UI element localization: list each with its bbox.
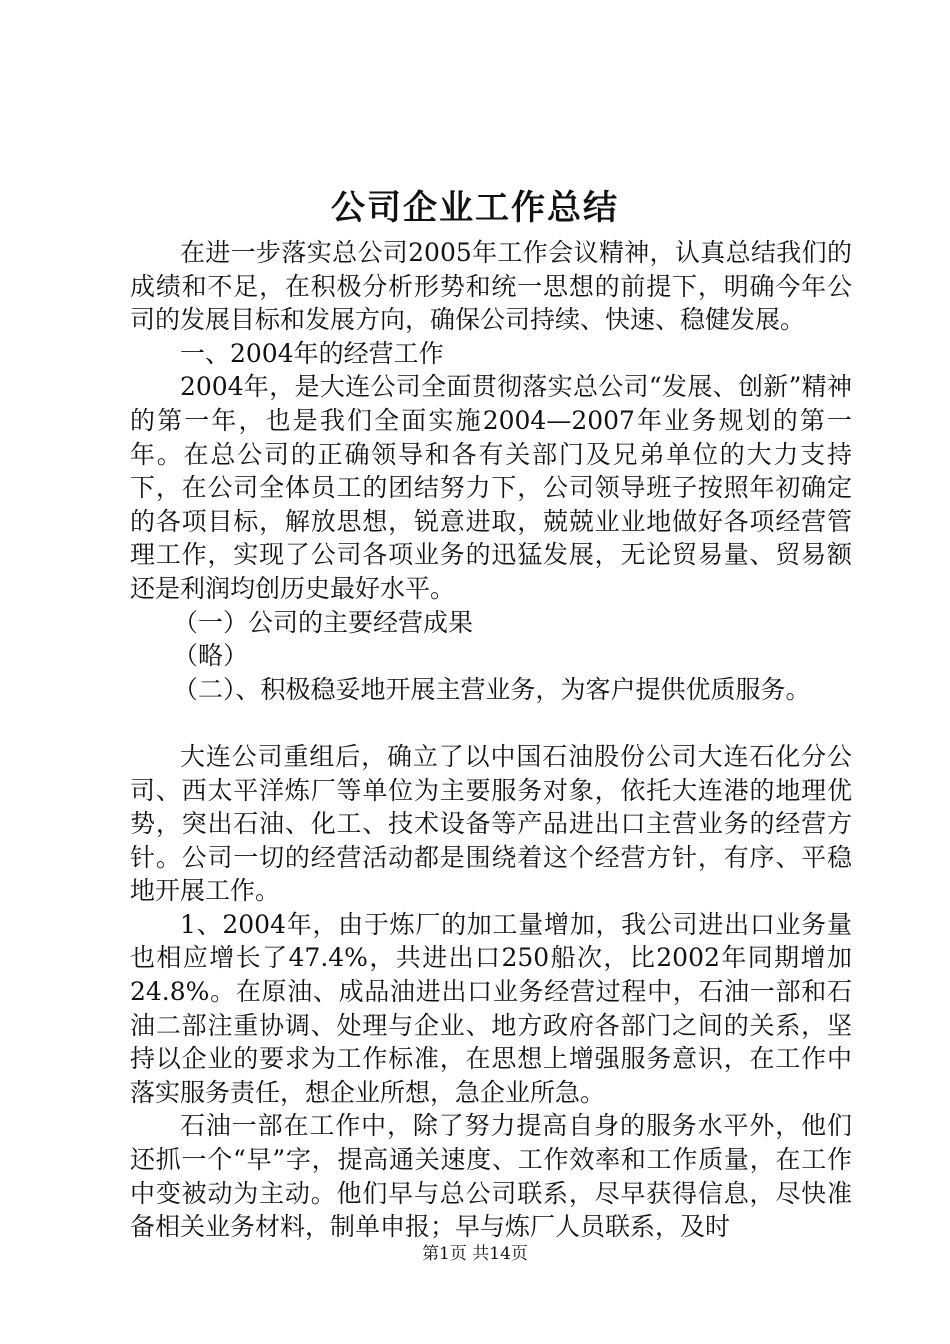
blank-line xyxy=(130,706,852,740)
document-body xyxy=(130,236,852,1244)
body-paragraph: 1、2004年，由于炼厂的加工量增加，我公司进出口业务量也相应增长了47.4%，共进出口250船次，比2002年同期增加24.8%。在原油、成品油进出口业务经营过程中，石油一部和石油二部注重协调、处理与企业、地方政府各部门之间的关系，坚持以企业的要求为工作标准，在思想上增强服务意识，在工作中落实服务责任，想企业所想，急企业所急。 xyxy=(130,909,852,1107)
document-title: 公司企业工作总结 xyxy=(331,188,619,228)
subsection-heading: （一）公司的主要经营成果 xyxy=(173,607,474,637)
body-paragraph: 大连公司重组后，确立了以中国石油股份公司大连石化分公司、西太平洋炼厂等单位为主要服务对象，依托大连港的地理优势，突出石油、化工、技术设备等产品进出口主营业务的经营方针。公司一切的经营活动都是围绕着这个经营方针，有序、平稳地开展工作。 xyxy=(130,741,852,906)
intro-paragraph: 在进一步落实总公司2005年工作会议精神，认真总结我们的成绩和不足，在积极分析形势和统一思想的前提下，明确今年公司的发展目标和发展方向，确保公司持续、快速、稳健发展。 xyxy=(130,238,852,335)
section-heading: 一、2004年的经营工作 xyxy=(180,338,444,368)
subsection-heading: （二）、积极稳妥地开展主营业务，为客户提供优质服务。 xyxy=(173,674,811,704)
section-paragraph: 2004年，是大连公司全面贯彻落实总公司“发展、创新”精神的第一年，也是我们全面实施2004—2007年业务规划的第一年。在总公司的正确领导和各有关部门及兄弟单位的大力支持下，在公司全体员工的团结努力下，公司领导班子按照年初确定的各项目标，解放思想，锐意进取，兢兢业业地做好各项经营管理工作，实现了公司各项业务的迅猛发展，无论贸易量、贸易额还是利润均创历史最好水平。 xyxy=(130,372,852,603)
page-footer: 第1页 共14页 xyxy=(422,1244,528,1264)
subsection-body: （略） xyxy=(173,641,249,671)
body-paragraph: 石油一部在工作中，除了努力提高自身的服务水平外，他们还抓一个“早”字，提高通关速度、工作效率和工作质量，在工作中变被动为主动。他们早与总公司联系，尽早获得信息，尽快准备相关业务材料，制单申报；早与炼厂人员联系，及时 xyxy=(130,1111,852,1242)
